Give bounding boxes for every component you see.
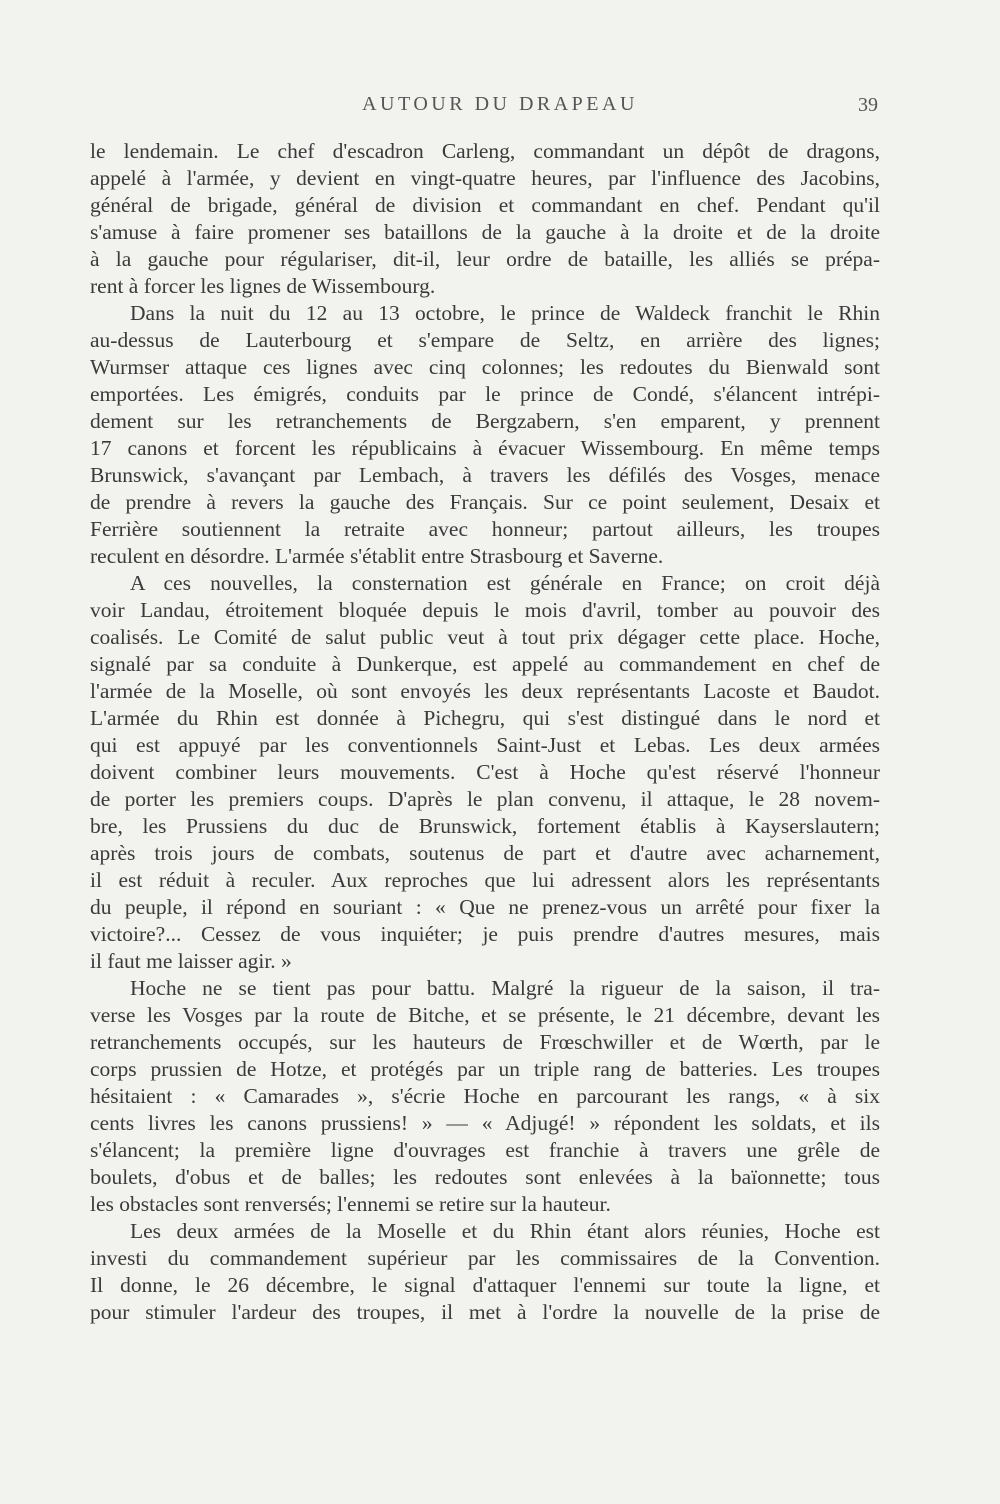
- paragraph: [90, 300, 880, 570]
- text-line: Ferrière soutiennent la retraite avec honneur; partout ailleurs, les troupes: [90, 517, 880, 541]
- text-line: général de brigade, général de division et commandant en chef. Pendant qu'il: [90, 193, 880, 217]
- text-line: du peuple, il répond en souriant : « Que ne prenez-vous un arrêté pour fixer la: [90, 895, 880, 919]
- text-line: victoire?... Cessez de vous inquiéter; je puis prendre d'autres mesures, mais: [90, 922, 880, 946]
- text-line: de porter les premiers coups. D'après le plan convenu, il attaque, le 28 novem-: [90, 787, 880, 811]
- text-line: retranchements occupés, sur les hauteurs de Frœschwiller et de Wœrth, par le: [90, 1030, 880, 1054]
- text-line: Wurmser attaque ces lignes avec cinq colonnes; les redoutes du Bienwald sont: [90, 355, 880, 379]
- text-line: il faut me laisser agir. »: [90, 949, 292, 973]
- text-line: qui est appuyé par les conventionnels Saint-Just et Lebas. Les deux armées: [90, 733, 880, 757]
- text-line: au-dessus de Lauterbourg et s'empare de Seltz, en arrière des lignes;: [90, 328, 880, 352]
- text-line: l'armée de la Moselle, où sont envoyés les deux représentants Lacoste et Baudot.: [90, 679, 880, 703]
- running-title: AUTOUR DU DRAPEAU: [362, 93, 638, 115]
- text-line: s'élancent; la première ligne d'ouvrages est franchie à travers une grêle de: [90, 1138, 880, 1162]
- text-line: il est réduit à reculer. Aux reproches que lui adressent alors les représentants: [90, 868, 880, 892]
- text-line: hésitaient : « Camarades », s'écrie Hoche en parcourant les rangs, « à six: [90, 1084, 880, 1108]
- paragraph: [90, 975, 880, 1218]
- text-line: Les deux armées de la Moselle et du Rhin étant alors réunies, Hoche est: [130, 1219, 880, 1243]
- paragraph: [90, 1218, 880, 1326]
- running-head: [0, 93, 1000, 123]
- text-line: s'amuse à faire promener ses bataillons de la gauche à la droite et de la droite: [90, 220, 880, 244]
- text-line: les obstacles sont renversés; l'ennemi se retire sur la hauteur.: [90, 1192, 611, 1216]
- text-line: après trois jours de combats, soutenus de part et d'autre avec acharnement,: [90, 841, 880, 865]
- text-line: coalisés. Le Comité de salut public veut à tout prix dégager cette place. Hoche,: [90, 625, 880, 649]
- paragraph: [90, 570, 880, 975]
- text-line: voir Landau, étroitement bloquée depuis le mois d'avril, tomber au pouvoir des: [90, 598, 880, 622]
- text-line: verse les Vosges par la route de Bitche, et se présente, le 21 décembre, devant les: [90, 1003, 880, 1027]
- text-line: Il donne, le 26 décembre, le signal d'attaquer l'ennemi sur toute la ligne, et: [90, 1273, 880, 1297]
- text-line: 17 canons et forcent les républicains à évacuer Wissembourg. En même temps: [90, 436, 880, 460]
- text-line: dement sur les retranchements de Bergzabern, s'en emparent, y prennent: [90, 409, 880, 433]
- text-line: pour stimuler l'ardeur des troupes, il met à l'ordre la nouvelle de la prise de: [90, 1300, 880, 1324]
- text-line: le lendemain. Le chef d'escadron Carleng, commandant un dépôt de dragons,: [90, 139, 880, 163]
- text-line: boulets, d'obus et de balles; les redoutes sont enlevées à la baïonnette; tous: [90, 1165, 880, 1189]
- text-line: L'armée du Rhin est donnée à Pichegru, qui s'est distingué dans le nord et: [90, 706, 880, 730]
- text-line: rent à forcer les lignes de Wissembourg.: [90, 274, 436, 298]
- text-line: signalé par sa conduite à Dunkerque, est appelé au commandement en chef de: [90, 652, 880, 676]
- text-line: doivent combiner leurs mouvements. C'est à Hoche qu'est réservé l'honneur: [90, 760, 880, 784]
- text-line: emportées. Les émigrés, conduits par le prince de Condé, s'élancent intrépi-: [90, 382, 880, 406]
- text-line: corps prussien de Hotze, et protégés par un triple rang de batteries. Les troupes: [90, 1057, 880, 1081]
- text-line: investi du commandement supérieur par les commissaires de la Convention.: [90, 1246, 880, 1270]
- text-line: appelé à l'armée, y devient en vingt-quatre heures, par l'influence des Jacobins,: [90, 166, 880, 190]
- text-line: de prendre à revers la gauche des Français. Sur ce point seulement, Desaix et: [90, 490, 880, 514]
- text-line: Hoche ne se tient pas pour battu. Malgré la rigueur de la saison, il tra-: [130, 976, 880, 1000]
- text-line: à la gauche pour régulariser, dit-il, leur ordre de bataille, les alliés se prépa-: [90, 247, 880, 271]
- text-line: Dans la nuit du 12 au 13 octobre, le prince de Waldeck franchit le Rhin: [130, 301, 880, 325]
- text-line: bre, les Prussiens du duc de Brunswick, fortement établis à Kayserslautern;: [90, 814, 880, 838]
- paragraph: [90, 138, 880, 300]
- body-text: [90, 138, 880, 1326]
- text-line: Brunswick, s'avançant par Lembach, à travers les défilés des Vosges, menace: [90, 463, 880, 487]
- text-line: reculent en désordre. L'armée s'établit entre Strasbourg et Saverne.: [90, 544, 664, 568]
- text-line: A ces nouvelles, la consternation est générale en France; on croit déjà: [130, 571, 880, 595]
- page-number: 39: [858, 94, 878, 116]
- text-line: cents livres les canons prussiens! » — « Adjugé! » répondent les soldats, et ils: [90, 1111, 880, 1135]
